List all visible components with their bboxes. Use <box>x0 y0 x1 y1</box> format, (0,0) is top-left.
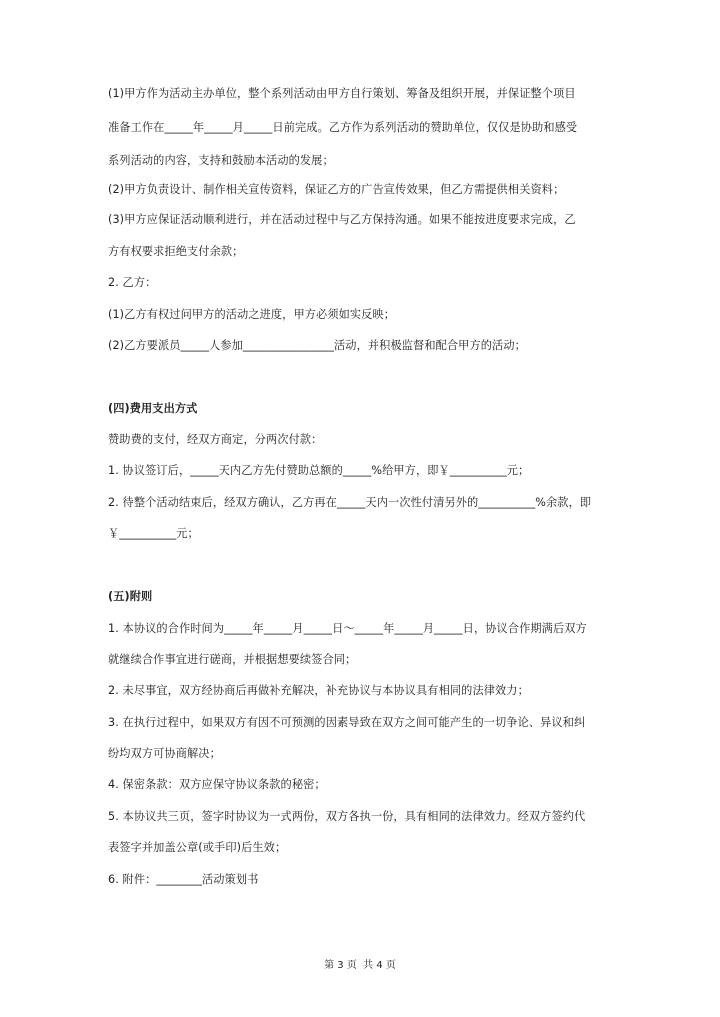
paragraph-line: (2)乙方要派员_____人参加________________活动，并积极监督和配合甲方的活动； <box>108 339 526 352</box>
section-heading: (四)费用支出方式 <box>108 402 198 415</box>
paragraph-line: 6. 附件：________活动策划书 <box>108 873 259 886</box>
paragraph-line: (1)甲方作为活动主办单位，整个系列活动由甲方自行策划、筹备及组织开展，并保证整个项目 <box>108 87 576 100</box>
paragraph-line: 纷均双方可协商解决； <box>108 747 221 760</box>
paragraph-line: 2. 待整个活动结束后，经双方确认，乙方再在_____天内一次性付清另外的__________%余款，即 <box>108 496 592 509</box>
paragraph-line: ￥__________元； <box>108 527 199 540</box>
paragraph-line: 1. 本协议的合作时间为_____年_____月_____日～_____年_____月_____日，协议合作期满后双方 <box>108 622 587 635</box>
section-label: 2. 乙方： <box>108 276 157 289</box>
paragraph-line: 4. 保密条款：双方应保守协议条款的秘密； <box>108 778 326 791</box>
paragraph-line: 系列活动的内容，支持和鼓励本活动的发展； <box>108 154 334 167</box>
section-heading: (五)附则 <box>108 590 153 603</box>
paragraph-line: 表签字并加盖公章(或手印)后生效； <box>108 841 287 854</box>
paragraph-line: 1. 协议签订后，_____天内乙方先付赞助总额的_____%给甲方，即￥__________元； <box>108 464 530 477</box>
paragraph-line: 赞助费的支付，经双方商定，分两次付款： <box>108 433 323 446</box>
paragraph-line: 5. 本协议共三页，签字时协议为一式两份，双方各执一份，具有相同的法律效力。经双方签约代 <box>108 810 586 823</box>
paragraph-line: 方有权要求拒绝支付余款； <box>108 245 244 258</box>
paragraph-line: 就继续合作事宜进行磋商，并根据想要续签合同； <box>108 653 357 666</box>
paragraph-line: 2. 未尽事宜，双方经协商后再做补充解决，补充协议与本协议具有相同的法律效力； <box>108 684 529 697</box>
paragraph-line: 3. 在执行过程中，如果双方有因不可预测的因素导致在双方之间可能产生的一切争论、异议和纠 <box>108 716 586 729</box>
page-number-footer: 第 3 页 共 4 页 <box>324 960 396 971</box>
paragraph-line: 准备工作在_____年_____月_____日前完成。乙方作为系列活动的赞助单位，仅仅是协助和感受 <box>108 121 578 134</box>
paragraph-line: (3)甲方应保证活动顺利进行，并在活动过程中与乙方保持沟通。如果不能按进度要求完成，乙 <box>108 213 576 226</box>
paragraph-line: (2)甲方负责设计、制作相关宣传资料，保证乙方的广告宣传效果，但乙方需提供相关资料； <box>108 183 565 196</box>
paragraph-line: (1)乙方有权过问甲方的活动之进度，甲方必须如实反映； <box>108 308 396 321</box>
